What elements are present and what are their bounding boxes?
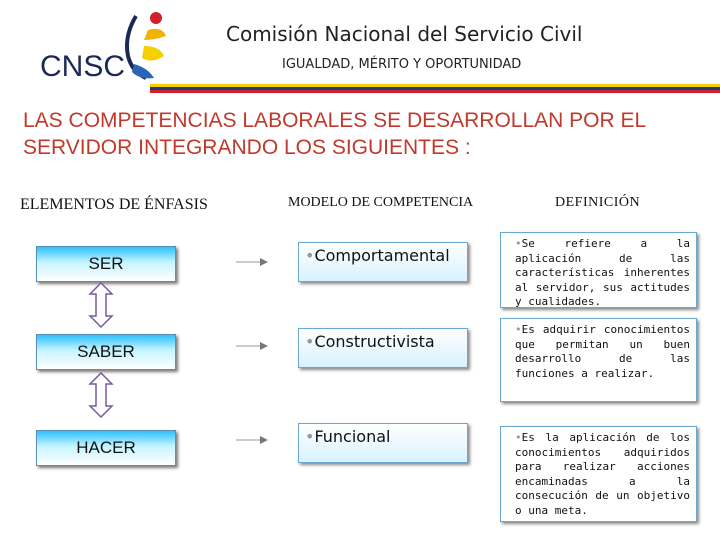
definition-box-saber: [500, 318, 697, 402]
element-box-hacer: HACER: [36, 430, 176, 466]
header-title: Comisión Nacional del Servicio Civil: [226, 22, 583, 46]
model-box-constructivista: [298, 328, 468, 368]
double-arrow-icon: [88, 372, 114, 418]
bullet-icon: •: [305, 246, 315, 265]
right-arrow-icon: [236, 258, 268, 266]
right-arrow-icon: [236, 342, 268, 350]
bullet-icon: •: [305, 427, 315, 446]
model-label: Funcional: [314, 427, 391, 446]
header-subtitle: IGUALDAD, MÉRITO Y OPORTUNIDAD: [282, 57, 522, 72]
definition-box-hacer: [500, 426, 697, 522]
flag-stripe: [150, 84, 720, 93]
bullet-icon: •: [515, 431, 522, 444]
model-box-funcional: [298, 423, 468, 463]
element-box-ser: SER: [36, 246, 176, 282]
bullet-icon: •: [305, 332, 315, 351]
model-label: Constructivista: [314, 332, 435, 351]
definition-box-ser: [500, 232, 697, 308]
model-box-comportamental: [298, 242, 468, 282]
bullet-icon: •: [515, 237, 522, 250]
column-header-definicion: DEFINICIÓN: [555, 195, 641, 210]
bullet-icon: •: [515, 323, 522, 336]
definition-text: Es la aplicación de los conocimientos adquiridos para realizar acciones encaminadas a la consecución de un objetivo o una meta.: [515, 431, 690, 517]
model-label: Comportamental: [314, 246, 450, 265]
definition-text: Se refiere a la aplicación de las características inherentes al servidor, sus actitudes y cualidades.: [515, 237, 690, 308]
page-headline: LAS COMPETENCIAS LABORALES SE DESARROLLAN POR EL SERVIDOR INTEGRANDO LOS SIGUIENTES :: [23, 109, 646, 159]
right-arrow-icon: [236, 436, 268, 444]
column-header-elementos: ELEMENTOS DE ÉNFASIS: [20, 196, 208, 213]
definition-text: Es adquirir conocimientos que permitan un buen desarrollo de las funciones a realizar.: [515, 323, 690, 380]
element-box-saber: SABER: [36, 334, 176, 370]
column-header-modelo: MODELO DE COMPETENCIA: [288, 195, 474, 210]
logo-text: CNSC: [40, 50, 126, 83]
double-arrow-icon: [88, 282, 114, 328]
